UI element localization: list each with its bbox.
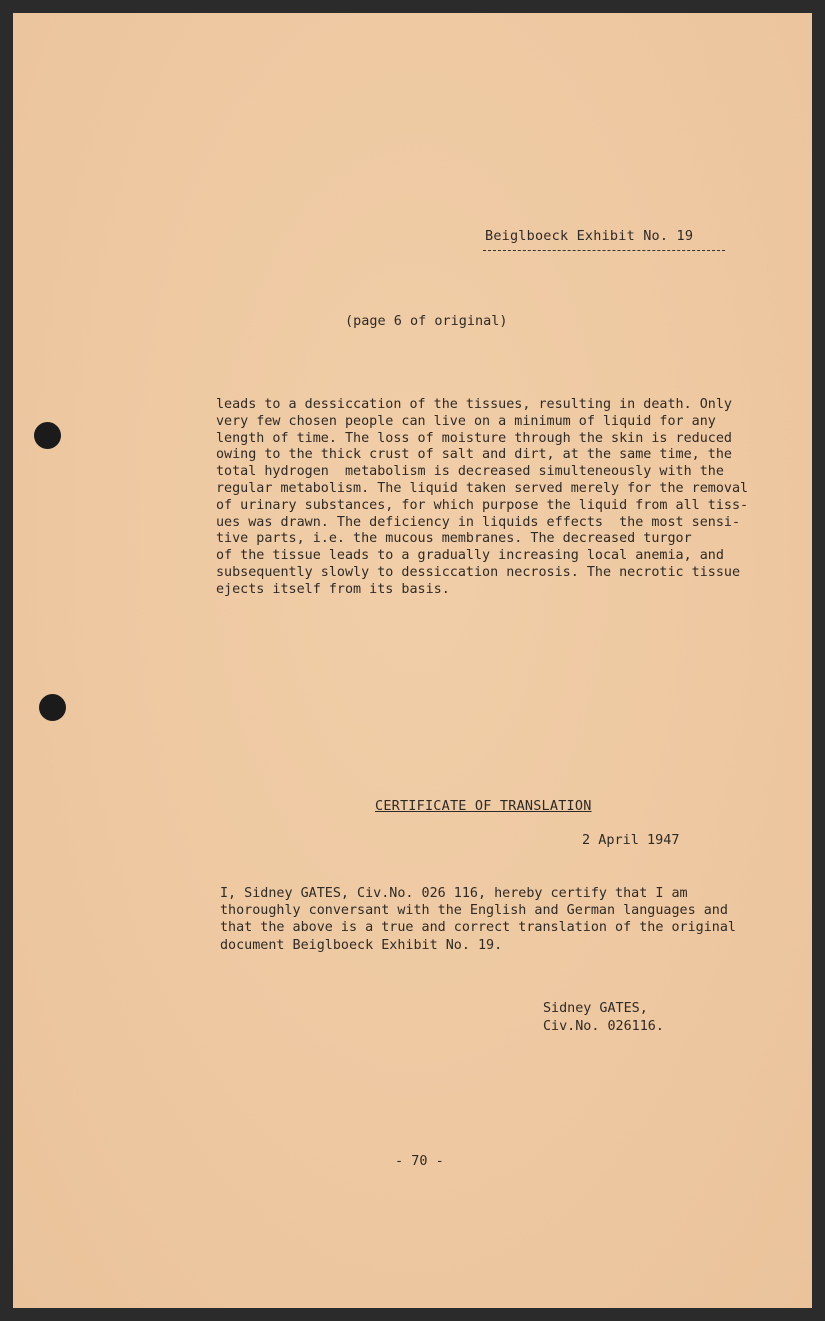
page-number: - 70 - xyxy=(395,1153,444,1169)
punch-hole-bottom xyxy=(39,694,66,721)
certificate-text: I, Sidney GATES, Civ.No. 026 116, hereby certify that I am thoroughly conversant with the English and German languages and that the above is a true and correct translation of the original document Beiglboeck Exhibit No. 19. xyxy=(220,886,736,953)
exhibit-label: Beiglboeck Exhibit No. 19 xyxy=(485,228,694,244)
signature-name: Sidney GATES, xyxy=(543,1001,648,1016)
page-reference: (page 6 of original) xyxy=(345,313,508,329)
punch-hole-top xyxy=(34,422,61,449)
body-paragraph: leads to a dessiccation of the tissues, resulting in death. Only very few chosen people can live on a minimum of liquid for any length of time. The loss of moisture through the skin is reduced owing to the thick crust of salt and dirt, at the same time, the total hydrogen metabolism is decreased simulteneously with the regular metabolism. The liquid taken served merely for the removal of urinary substances, for which purpose the liquid from all tiss- ues was drawn. The deficiency in liquids effects the most sensi- tive parts, i.e. the mucous membranes. The decreased turgor of the tissue leads to a gradually increasing local anemia, and subsequently slowly to dessiccation necrosis. The necrotic tissue ejects itself from its basis. xyxy=(216,397,749,597)
certificate-date: 2 April 1947 xyxy=(582,832,680,848)
exhibit-underline xyxy=(483,250,725,251)
document-page xyxy=(13,13,812,1308)
signature-id: Civ.No. 026116. xyxy=(543,1018,664,1034)
certificate-title: CERTIFICATE OF TRANSLATION xyxy=(375,798,592,814)
signature-block xyxy=(543,1000,664,1035)
